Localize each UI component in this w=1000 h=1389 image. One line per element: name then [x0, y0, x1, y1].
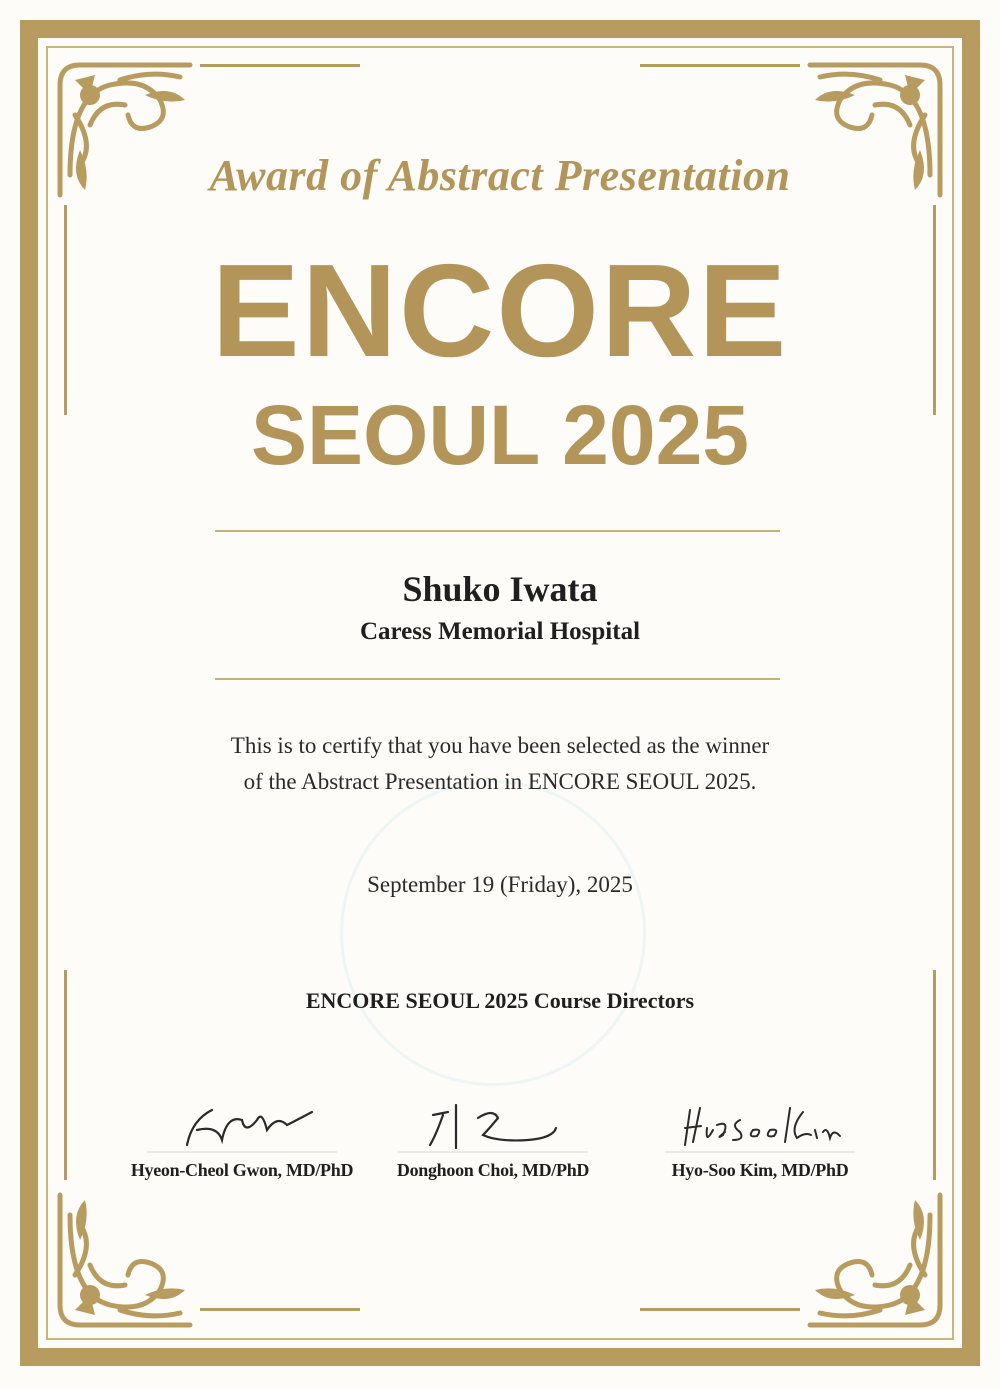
signature-2: [368, 1090, 618, 1160]
signatory-1: [117, 1090, 367, 1181]
event-subtitle: SEOUL 2025: [250, 388, 750, 482]
award-date: September 19 (Friday), 2025: [367, 872, 633, 897]
bottom-right-rule: [640, 1308, 800, 1311]
event-name: ENCORE: [211, 237, 789, 384]
signature-2-icon: [368, 1090, 618, 1160]
signatory-3: [635, 1090, 885, 1181]
signature-3: [635, 1090, 885, 1160]
top-right-rule: [640, 64, 800, 67]
signatory-3-name: Hyo-Soo Kim, MD/PhD: [671, 1160, 849, 1180]
bottom-right-ornament-icon: [800, 1185, 950, 1335]
top-left-rule: [200, 64, 360, 67]
signatory-1-name: Hyeon-Cheol Gwon, MD/PhD: [130, 1160, 354, 1180]
upper-divider: [215, 530, 780, 532]
signature-1: [117, 1090, 367, 1160]
lower-divider: [215, 678, 780, 680]
certification-line-1: This is to certify that you have been selected as the winner: [230, 733, 770, 758]
certificate-title: Award of Abstract Presentation: [209, 151, 791, 200]
certification-text: [0, 728, 1000, 800]
recipient-name: Shuko Iwata: [402, 569, 598, 609]
directors-heading: ENCORE SEOUL 2025 Course Directors: [305, 988, 695, 1013]
signature-1-icon: [117, 1090, 367, 1160]
signature-3-icon: [635, 1090, 885, 1160]
signatory-2-name: Donghoon Choi, MD/PhD: [396, 1160, 590, 1180]
signatory-2: [368, 1090, 618, 1181]
faint-watermark-seal: [340, 780, 646, 1086]
bottom-left-rule: [200, 1308, 360, 1311]
certification-line-2: of the Abstract Presentation in ENCORE SEOUL 2025.: [243, 769, 757, 794]
recipient-institution: Caress Memorial Hospital: [359, 618, 641, 645]
bottom-left-ornament-icon: [50, 1185, 200, 1335]
